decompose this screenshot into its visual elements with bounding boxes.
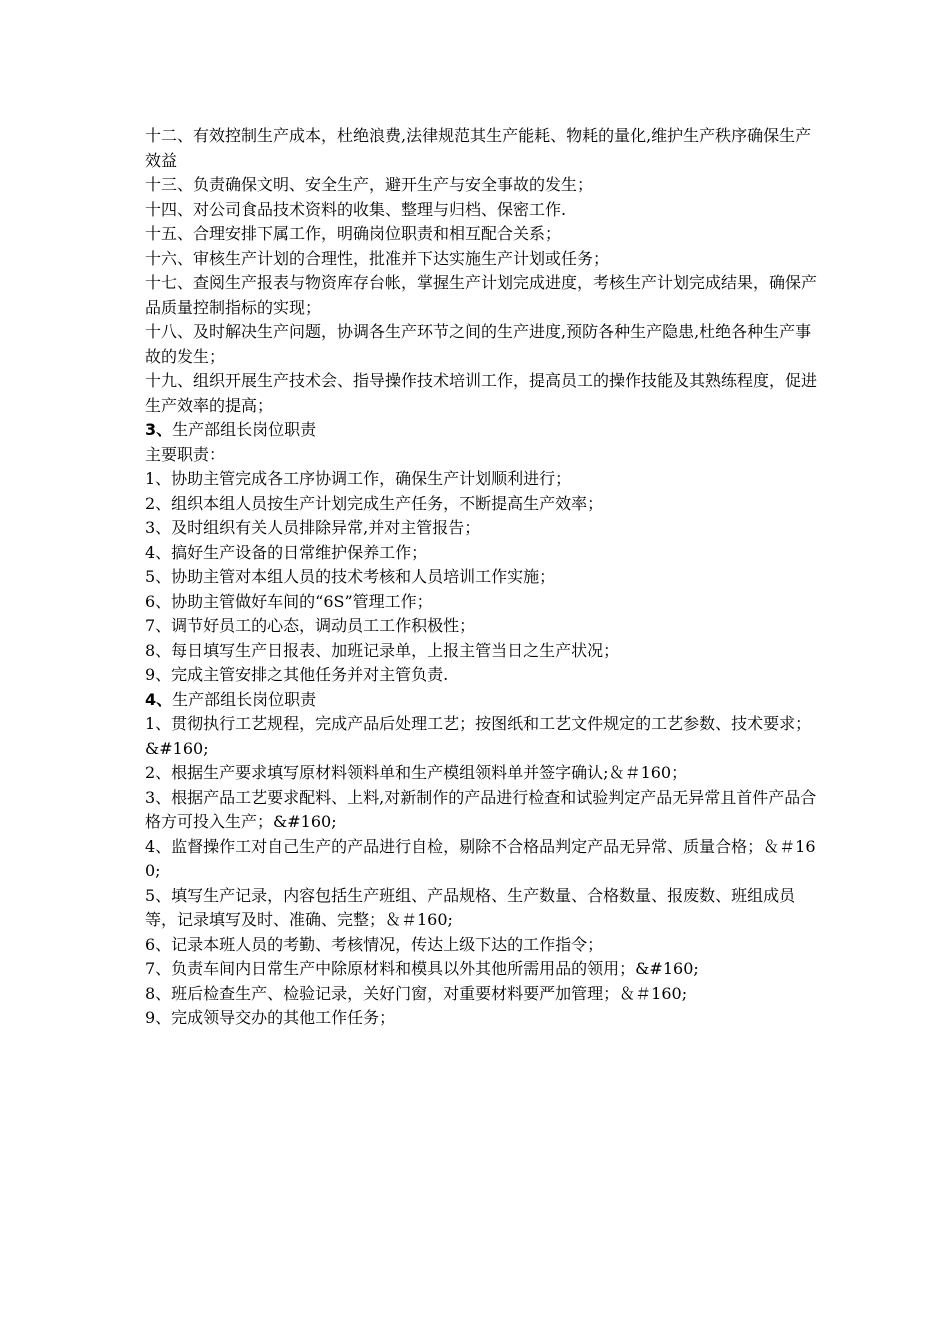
list-item: 7、调节好员工的心态，调动员工工作积极性； — [145, 616, 476, 635]
list-item: 9、完成领导交办的其他工作任务； — [145, 1008, 396, 1027]
list-item: 4、监督操作工对自己生产的产品进行自检，剔除不合格品判定产品无异常、质量合格；＆＃160; — [145, 836, 816, 880]
list-item: 十八、及时解决生产问题，协调各生产环节之间的生产进度,预防各种生产隐患,杜绝各种生产事故的发生； — [145, 322, 812, 366]
list-item: 1、协助主管完成各工序协调工作，确保生产计划顺利进行； — [145, 469, 572, 488]
list-item: 3、及时组织有关人员排除异常,并对主管报告； — [145, 518, 481, 537]
section-4-heading — [145, 688, 817, 713]
list-item: 2、根据生产要求填写原材料领料单和生产模组领料单并签字确认;＆＃160； — [145, 763, 688, 782]
list-item: 9、完成主管安排之其他任务并对主管负责. — [145, 665, 449, 684]
document-body — [145, 124, 817, 1031]
list-item: 十五、合理安排下属工作，明确岗位职责和相互配合关系； — [145, 224, 562, 243]
list-item: 十九、组织开展生产技术会、指导操作技术培训工作，提高员工的操作技能及其熟练程度，促进生产效率的提高； — [145, 371, 818, 415]
list-item: 十四、对公司食品技术资料的收集、整理与归档、保密工作. — [145, 199, 567, 219]
section-3-subheading: 主要职责： — [145, 444, 226, 464]
list-item: 十七、查阅生产报表与物资库存台帐，掌握生产计划完成进度，考核生产计划完成结果，确保产品质量控制指标的实现； — [145, 273, 818, 317]
section-3-heading — [145, 418, 817, 443]
list-item: 8、班后检查生产、检验记录，关好门窗，对重要材料要严加管理；＆＃160; — [145, 983, 688, 1003]
list-item: 3、根据产品工艺要求配料、上料,对新制作的产品进行检查和试验判定产品无异常且首件产品合格方可投入生产；&#160; — [145, 787, 817, 831]
list-item: 8、每日填写生产日报表、加班记录单，上报主管当日之生产状况； — [145, 640, 620, 660]
section-3-title: 生产部组长岗位职责 — [172, 420, 317, 439]
section-3-number: 3、 — [145, 420, 173, 439]
list-item: 6、协助主管做好车间的“6S”管理工作； — [145, 591, 433, 611]
list-item: 十三、负责确保文明、安全生产，避开生产与安全事故的发生； — [145, 175, 594, 194]
list-item: 6、记录本班人员的考勤、考核情况，传达上级下达的工作指令； — [145, 934, 604, 954]
list-item: 2、组织本组人员按生产计划完成生产任务，不断提高生产效率； — [145, 493, 604, 513]
list-item: 4、搞好生产设备的日常维护保养工作； — [145, 542, 428, 562]
section-4-title: 生产部组长岗位职责 — [172, 689, 317, 709]
list-item: 5、填写生产记录，内容包括生产班组、产品规格、生产数量、合格数量、报废数、班组成员等，记录填写及时、准确、完整；＆＃160; — [145, 885, 796, 929]
list-item: 5、协助主管对本组人员的技术考核和人员培训工作实施； — [145, 567, 556, 586]
section-4-number: 4、 — [145, 689, 173, 709]
list-item: 7、负责车间内日常生产中除原材料和模具以外其他所需用品的领用；&#160; — [145, 959, 699, 978]
list-item: 1、贯彻执行工艺规程，完成产品后处理工艺；按图纸和工艺文件规定的工艺参数、技术要求；&#160; — [145, 714, 812, 758]
list-item: 十六、审核生产计划的合理性，批准并下达实施生产计划或任务； — [145, 248, 610, 268]
list-item: 十二、有效控制生产成本，杜绝浪费,法律规范其生产能耗、物耗的量化,维护生产秩序确保生产效益 — [145, 126, 812, 170]
